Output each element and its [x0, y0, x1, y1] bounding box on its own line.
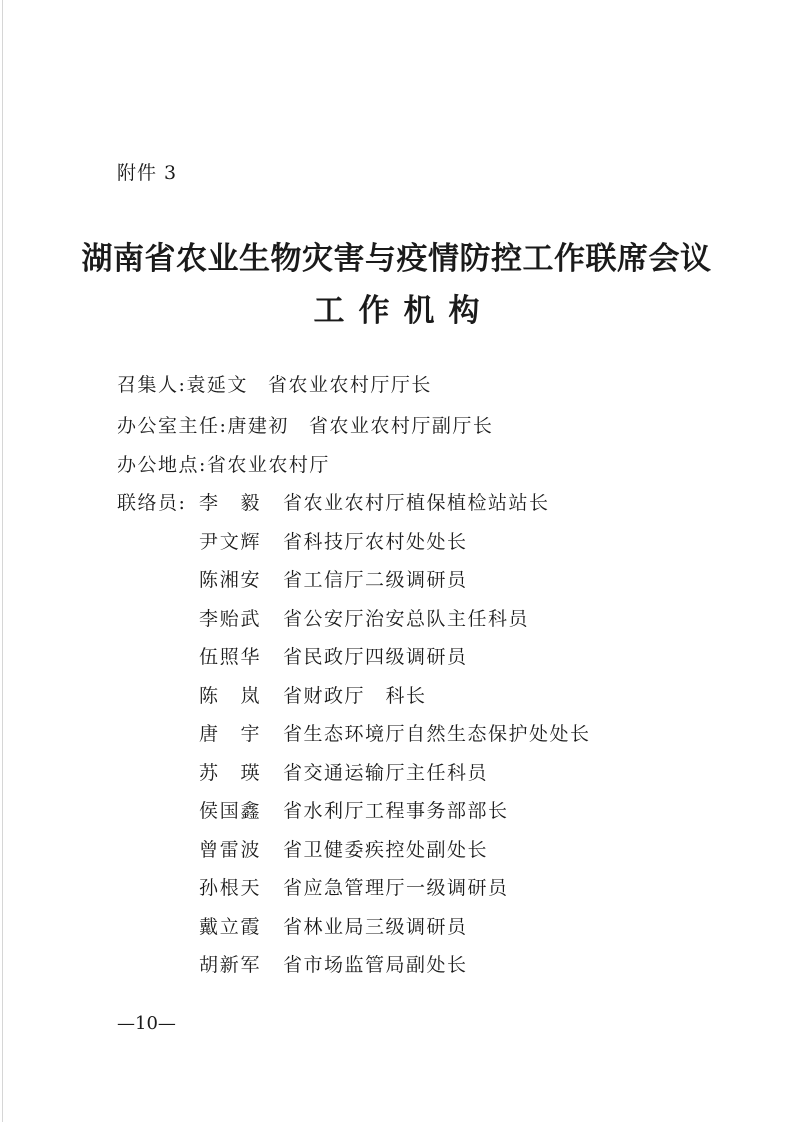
office-location-line	[117, 449, 330, 481]
liaison-row	[117, 872, 509, 904]
office-director-label: 办公室主任:	[117, 415, 228, 437]
liaison-position: 省农业农村厅植保植检站站长	[283, 492, 550, 514]
liaison-row	[117, 487, 550, 519]
document-title-line-2: 工作机构	[313, 293, 494, 329]
liaison-name: 李贻武	[199, 607, 261, 630]
liaison-name: 唐 宇	[199, 723, 261, 745]
liaison-row	[117, 526, 468, 558]
office-director-position: 省农业农村厅副厅长	[308, 415, 494, 437]
liaison-name: 孙根天	[199, 877, 261, 899]
office-director-name: 唐建初	[227, 415, 289, 437]
office-location-label: 办公地点:	[117, 454, 207, 476]
liaison-row	[117, 795, 509, 827]
liaison-row	[117, 949, 468, 981]
liaison-position: 省科技厅农村处处长	[283, 530, 468, 553]
liaison-position: 省水利厅工程事务部部长	[283, 800, 509, 822]
document-title-line-1: 湖南省农业生物灾害与疫情防控工作联席会议	[81, 241, 712, 277]
liaison-position: 省公安厅治安总队主任科员	[283, 607, 530, 630]
liaison-position: 省卫健委疾控处副处长	[283, 838, 489, 861]
attachment-label: 附件 3	[117, 162, 178, 184]
liaison-position: 省交通运输厅主任科员	[283, 761, 489, 784]
convener-label: 召集人:	[117, 374, 187, 396]
liaison-position: 省生态环境厅自然生态保护处处长	[283, 723, 591, 745]
liaison-row	[117, 603, 529, 635]
liaison-name: 胡新军	[199, 954, 261, 976]
office-director-line	[117, 410, 493, 442]
liaison-label: 联络员:	[117, 492, 187, 514]
liaison-position: 省财政厅 科长	[283, 684, 427, 707]
convener-line	[117, 369, 432, 401]
liaison-name: 陈湘安	[199, 569, 261, 591]
liaison-name: 陈 岚	[199, 684, 261, 707]
liaison-name: 李 毅	[199, 492, 261, 514]
liaison-position: 省林业局三级调研员	[283, 915, 468, 938]
liaison-row	[117, 564, 468, 596]
liaison-row	[117, 680, 427, 712]
liaison-name: 戴立霞	[199, 915, 261, 938]
liaison-name: 尹文辉	[199, 530, 261, 553]
liaison-row	[117, 641, 468, 673]
liaison-name: 侯国鑫	[199, 800, 261, 822]
liaison-row	[117, 911, 468, 943]
liaison-row	[117, 834, 488, 866]
convener-name: 袁延文	[186, 374, 248, 396]
liaison-row	[117, 718, 591, 750]
liaison-position: 省市场监管局副处长	[283, 954, 468, 976]
convener-position: 省农业农村厅厅长	[267, 374, 432, 396]
page-number: —10—	[117, 1013, 176, 1034]
liaison-name: 苏 瑛	[199, 761, 261, 784]
page-edge	[2, 0, 3, 1122]
liaison-name: 曾雷波	[199, 838, 261, 861]
liaison-position: 省民政厅四级调研员	[283, 646, 468, 668]
liaison-position: 省应急管理厅一级调研员	[283, 877, 509, 899]
liaison-row	[117, 757, 488, 789]
office-location-value: 省农业农村厅	[206, 454, 330, 476]
liaison-position: 省工信厅二级调研员	[283, 569, 468, 591]
liaison-name: 伍照华	[199, 646, 261, 668]
